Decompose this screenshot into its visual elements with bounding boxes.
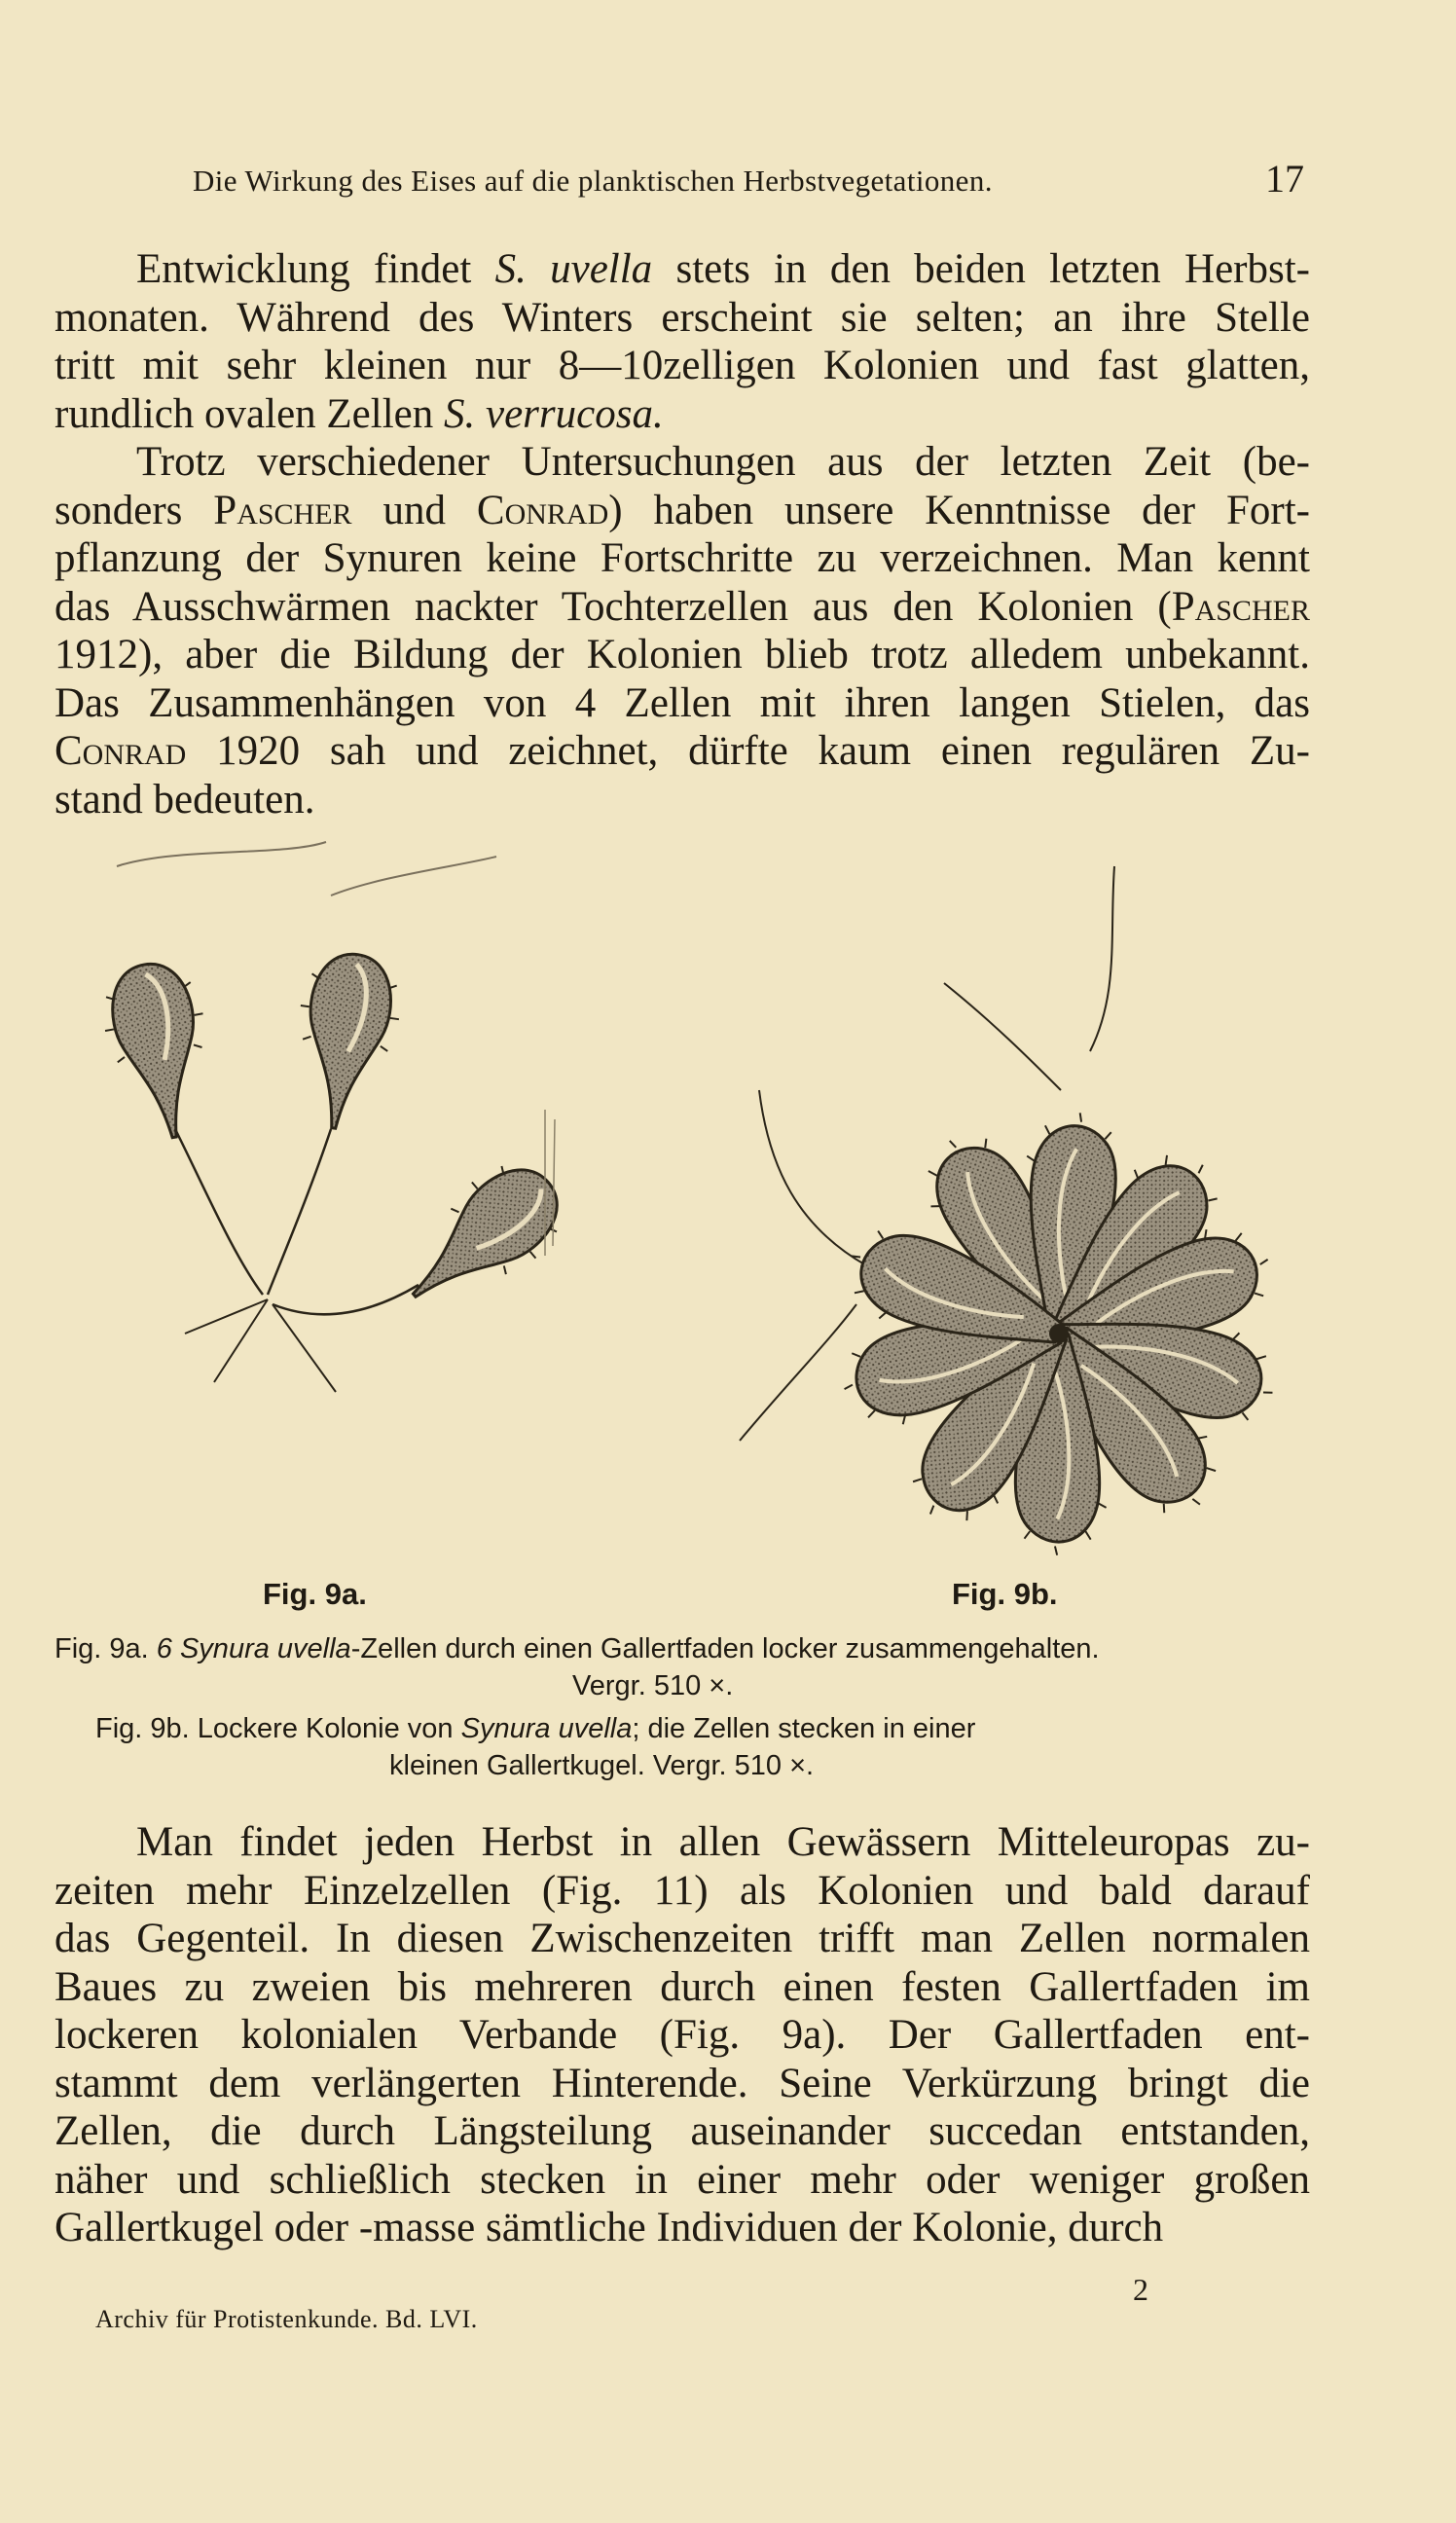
synura-figure <box>88 837 1285 1616</box>
signature-mark: 2 <box>1133 2272 1148 2307</box>
text-line <box>55 2011 1310 2060</box>
text-line <box>55 342 1310 390</box>
text-run: Zellen, die durch Längsteilung auseinander succedan entstanden, <box>55 2108 1310 2154</box>
text-run: Baues zu zweien bis mehreren durch einen festen Gallertfaden im <box>55 1963 1310 2010</box>
text-run: zeiten mehr Einzelzellen (Fig. 11) als Kolonien und bald darauf <box>55 1867 1310 1914</box>
text-run: tritt mit sehr kleinen nur 8—10zelligen Kolonien und fast glatten, <box>55 343 1310 388</box>
text-line <box>55 679 1310 728</box>
fig-9a-label: Fig. 9a. <box>263 1577 367 1611</box>
text-run: ) haben unsere Kenntnisse der Fort- <box>608 487 1310 533</box>
text-line <box>55 1915 1310 1963</box>
text-line <box>55 245 1310 294</box>
text-line <box>55 1867 1310 1916</box>
journal-footer: Archiv für Protistenkunde. Bd. LVI. <box>95 2305 478 2333</box>
text-run: Fig. 9b. Lockere Kolonie von <box>95 1713 461 1744</box>
text-run: Vergr. 510 ×. <box>572 1670 734 1701</box>
text-line <box>55 631 1310 679</box>
text-line <box>55 2156 1310 2205</box>
text-line <box>55 390 1310 439</box>
text-run: näher und schließlich stecken in einer mehr oder weniger großen <box>55 2156 1310 2203</box>
text-line <box>55 2204 1310 2252</box>
caption-9b-line-1 <box>95 1711 975 1746</box>
text-run: Trotz verschiedener Untersuchungen aus der letzten Zeit (be- <box>136 439 1310 485</box>
text-run: stammt dem verlängerten Hinterende. Seine Verkürzung bringt die <box>55 2060 1310 2106</box>
fig-9b-label: Fig. 9b. <box>952 1577 1058 1611</box>
author-name: Conrad <box>476 487 609 533</box>
italic-run: S. verrucosa. <box>444 390 664 437</box>
text-run: und <box>351 487 477 533</box>
italic-run: Synura uvella <box>460 1713 633 1744</box>
text-run: Fig. 9a. <box>55 1633 157 1664</box>
paragraph-2 <box>55 438 1310 823</box>
text-run: Das Zusammenhängen von 4 Zellen mit ihren langen Stielen, das <box>55 679 1310 726</box>
text-run: Entwicklung findet <box>136 246 495 292</box>
italic-run: 6 Synura uvella <box>156 1633 351 1664</box>
caption-9b-line-2 <box>389 1748 814 1783</box>
text-line <box>55 727 1310 776</box>
text-line <box>55 2107 1310 2156</box>
text-line <box>55 776 1310 824</box>
text-line <box>55 294 1310 343</box>
text-run: monaten. Während des Winters erscheint sie selten; an ihre Stelle <box>55 294 1310 341</box>
fig-9a-drawing <box>95 842 581 1392</box>
fig-9b-drawing <box>740 866 1285 1559</box>
text-run: -Zellen durch einen Gallertfaden locker zusammengehalten. <box>350 1633 1100 1664</box>
italic-run: S. uvella <box>494 246 653 292</box>
text-run: rundlich ovalen Zellen <box>55 390 444 437</box>
caption-9a-line-1 <box>55 1631 1100 1666</box>
text-run: kleinen Gallertkugel. Vergr. 510 ×. <box>389 1750 815 1781</box>
paragraph-3 <box>55 1818 1310 2252</box>
text-run: pflanzung der Synuren keine Fortschritte zu verzeichnen. Man kennt <box>55 535 1310 581</box>
text-run: das Ausschwärmen nackter Tochterzellen aus den Kolonien ( <box>55 583 1172 630</box>
text-run: 1920 sah und zeichnet, dürfte kaum einen regulären Zu- <box>186 728 1310 774</box>
caption-9a-line-2 <box>572 1668 733 1703</box>
text-line <box>55 1818 1310 1867</box>
text-run: ; die Zellen stecken in einer <box>632 1713 976 1744</box>
text-line <box>55 1963 1310 2012</box>
text-run: stets in den beiden letzten Herbst- <box>652 246 1310 292</box>
running-head: Die Wirkung des Eises auf die planktischen Herbstvegetationen. <box>193 164 993 198</box>
text-run: das Gegenteil. In diesen Zwischenzeiten trifft man Zellen normalen <box>55 1916 1310 1961</box>
author-name: Pascher <box>1171 583 1310 630</box>
synura-illustration <box>88 837 1285 1616</box>
author-name: Conrad <box>55 728 187 774</box>
text-run: sonders <box>55 487 214 533</box>
author-name: Pascher <box>213 487 352 533</box>
text-line <box>55 534 1310 583</box>
text-run: stand bedeuten. <box>55 776 315 823</box>
page-number: 17 <box>1265 157 1304 201</box>
text-line <box>55 487 1310 535</box>
text-run: Man findet jeden Herbst in allen Gewässern Mitteleuropas zu- <box>136 1819 1310 1865</box>
paragraph-1 <box>55 245 1310 438</box>
text-run: 1912), aber die Bildung der Kolonien blieb trotz alledem unbekannt. <box>55 632 1310 677</box>
text-line <box>55 2060 1310 2108</box>
text-run: lockeren kolonialen Verbande (Fig. 9a). Der Gallertfaden ent- <box>55 2012 1310 2058</box>
text-run: Gallertkugel oder -masse sämtliche Individuen der Kolonie, durch <box>55 2205 1164 2250</box>
text-line <box>55 438 1310 487</box>
text-line <box>55 583 1310 632</box>
